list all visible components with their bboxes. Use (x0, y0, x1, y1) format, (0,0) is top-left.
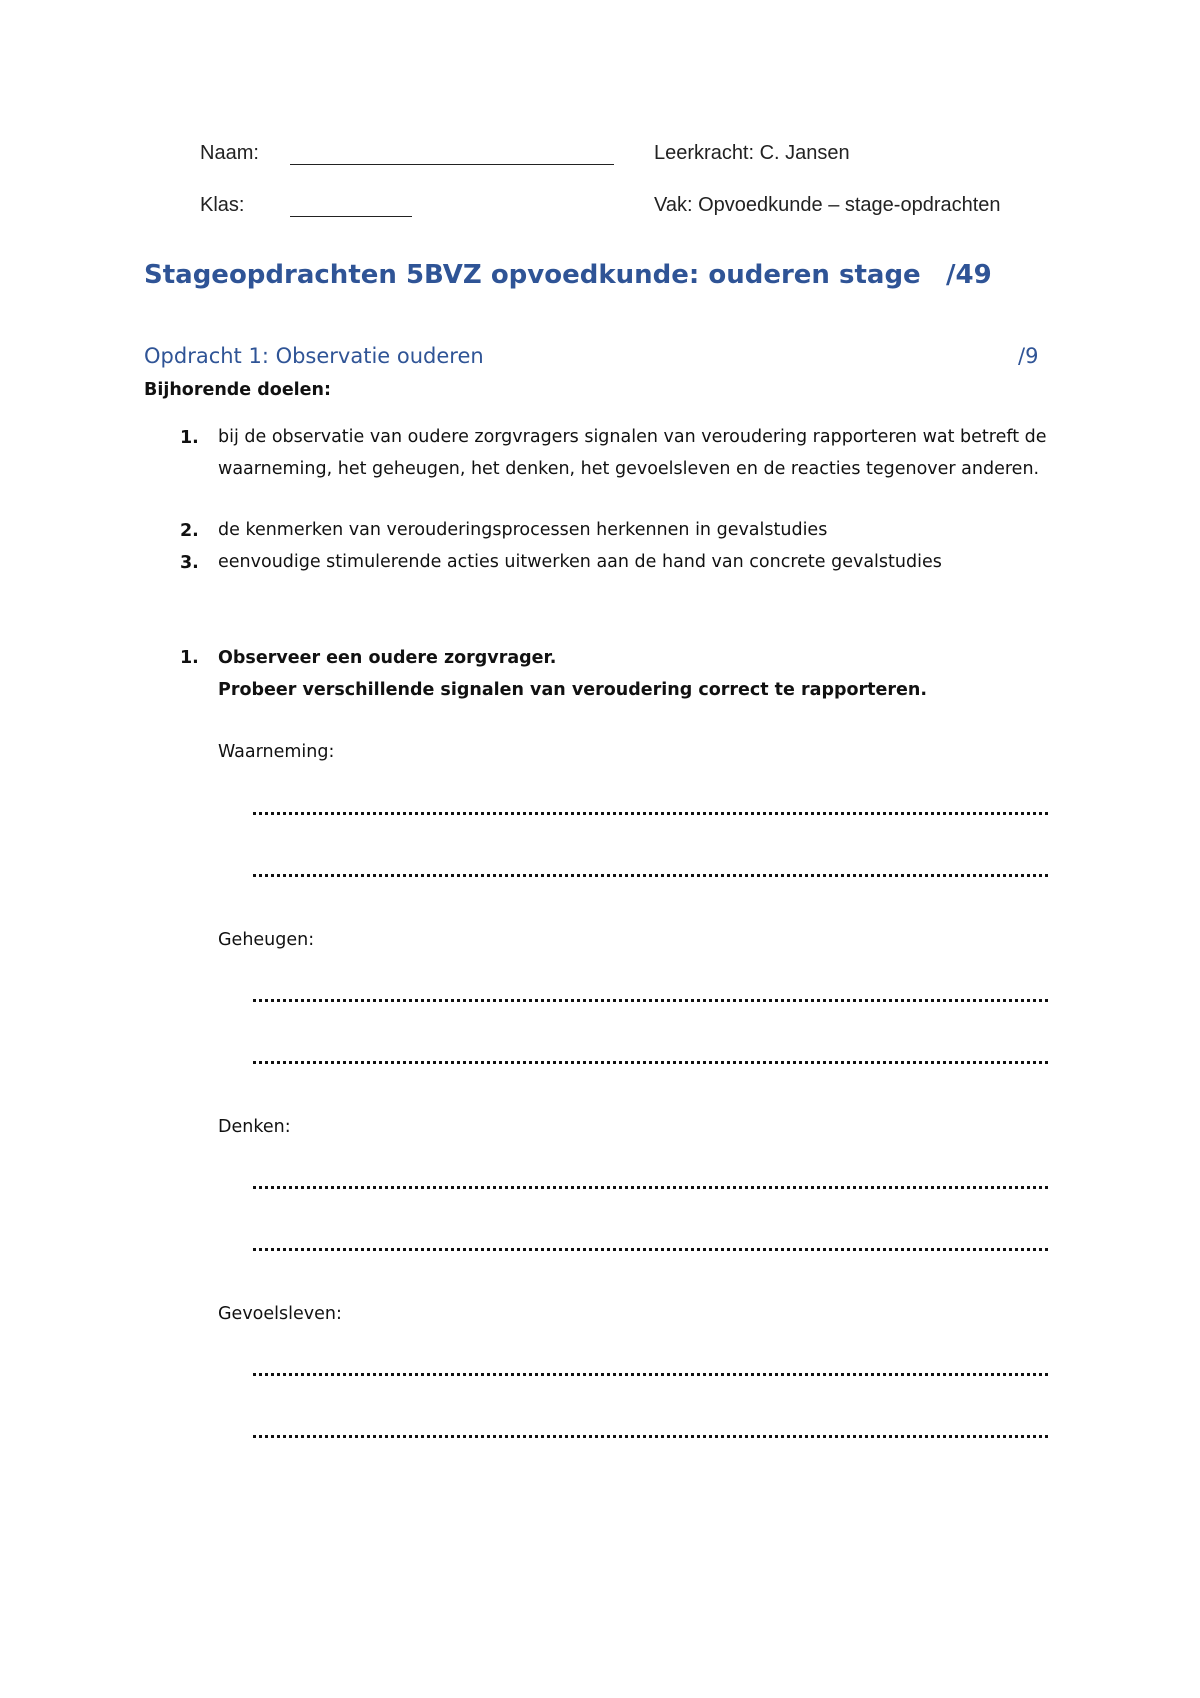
question-line-2: Probeer verschillende signalen van veroudering correct te rapporteren. (218, 680, 927, 700)
goals-label: Bijhorende doelen: (144, 380, 332, 400)
total-score: /49 (946, 260, 992, 290)
section-label-gevoelsleven: Gevoelsleven: (218, 1304, 342, 1324)
answer-line[interactable] (253, 1435, 1048, 1438)
assignment-title: Opdracht 1: Observatie ouderen (144, 344, 484, 368)
naam-input-line[interactable] (290, 164, 614, 165)
goal-text: eenvoudige stimulerende acties uitwerken aan de hand van concrete gevalstudies (218, 552, 942, 572)
goal-text: bij de observatie van oudere zorgvragers signalen van veroudering rapporteren wat betreft de waarneming, het geheugen, het denken, het gevoelsleven en de reacties tegenover anderen. (218, 427, 1047, 479)
goal-number: 3. (180, 553, 199, 573)
section-label-denken: Denken: (218, 1117, 291, 1137)
answer-line[interactable] (253, 1061, 1048, 1064)
vak-label: Vak: Opvoedkunde – stage-opdrachten (654, 194, 1001, 216)
klas-label: Klas: (200, 194, 245, 216)
question-line-1: Observeer een oudere zorgvrager. (218, 648, 557, 668)
goal-number: 2. (180, 521, 199, 541)
answer-line[interactable] (253, 812, 1048, 815)
section-label-waarneming: Waarneming: (218, 742, 335, 762)
goal-text: de kenmerken van verouderingsprocessen herkennen in gevalstudies (218, 520, 828, 540)
leerkracht-label: Leerkracht: C. Jansen (654, 142, 850, 164)
page-title: Stageopdrachten 5BVZ opvoedkunde: ouderen stage (144, 260, 921, 290)
klas-input-line[interactable] (290, 216, 412, 217)
answer-line[interactable] (253, 999, 1048, 1002)
answer-line[interactable] (253, 1373, 1048, 1376)
answer-line[interactable] (253, 1248, 1048, 1251)
answer-line[interactable] (253, 1186, 1048, 1189)
assignment-score: /9 (1018, 344, 1039, 368)
goal-number: 1. (180, 428, 199, 448)
section-label-geheugen: Geheugen: (218, 930, 315, 950)
answer-line[interactable] (253, 874, 1048, 877)
question-number: 1. (180, 648, 199, 668)
naam-label: Naam: (200, 142, 259, 164)
